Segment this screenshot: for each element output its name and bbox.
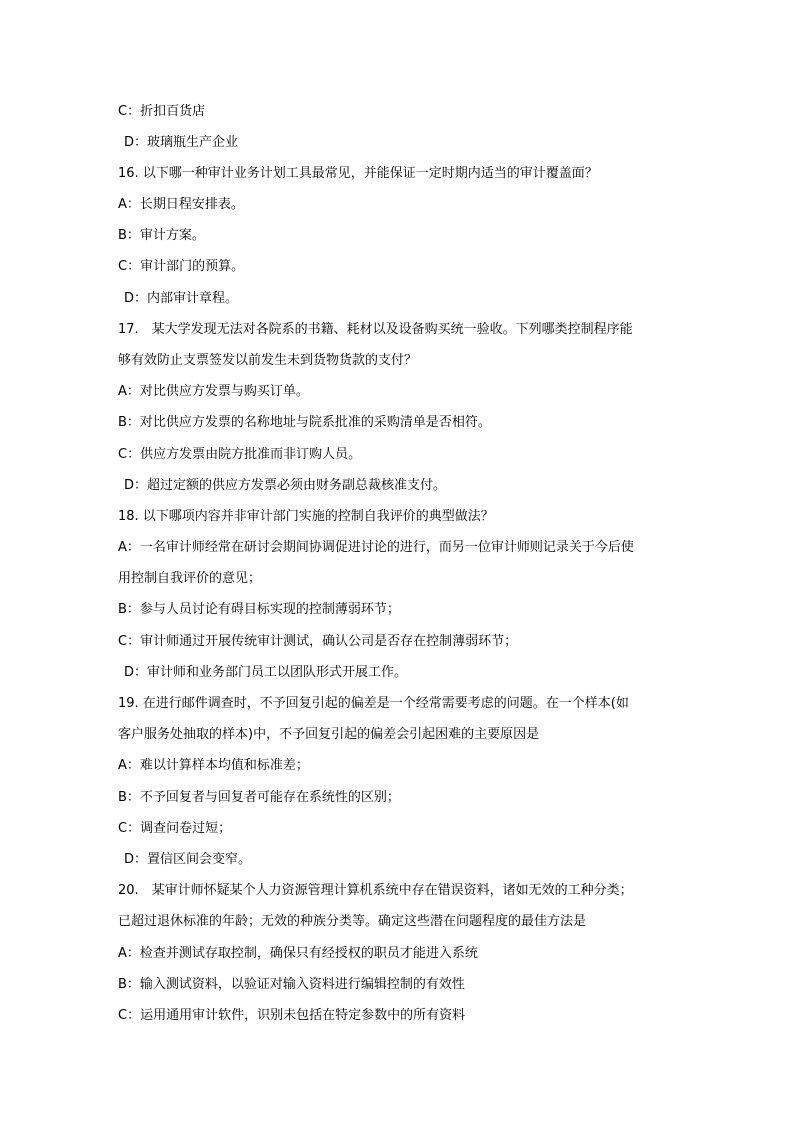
option-a-q18-line-2: 用控制自我评价的意见； bbox=[118, 571, 262, 586]
option-c-q15: C：折扣百货店 bbox=[118, 104, 206, 119]
question-19-line-2: 客户服务处抽取的样本)中，不予回复引起的偏差会引起困难的主要原因是 bbox=[118, 727, 540, 742]
option-a-q17: A：对比供应方发票与购买订单。 bbox=[118, 384, 309, 399]
option-d-q17: D：超过定额的供应方发票必须由财务副总裁核准支付。 bbox=[124, 478, 447, 493]
question-20-line-1: 20. 某审计师怀疑某个人力资源管理计算机系统中存在错误资料，诸如无效的工种分类； bbox=[118, 883, 633, 898]
option-b-q20: B：输入测试资料，以验证对输入资料进行编辑控制的有效性 bbox=[118, 977, 465, 992]
option-c-q18: C：审计师通过开展传统审计测试，确认公司是否存在控制薄弱环节； bbox=[118, 634, 518, 649]
question-17-line-2: 够有效防止支票签发以前发生未到货物货款的支付？ bbox=[118, 353, 418, 368]
option-c-q20: C：运用通用审计软件，识别未包括在特定参数中的所有资料 bbox=[118, 1008, 466, 1023]
option-b-q17: B：对比供应方发票的名称地址与院系批准的采购清单是否相符。 bbox=[118, 415, 491, 430]
option-d-q16: D：内部审计章程。 bbox=[124, 291, 239, 306]
option-c-q17: C：供应方发票由院方批准而非订购人员。 bbox=[118, 447, 362, 462]
option-a-q20: A：检查并测试存取控制，确保只有经授权的职员才能进入系统 bbox=[118, 946, 478, 961]
option-a-q18-line-1: A：一名审计师经常在研讨会期间协调促进讨论的进行，而另一位审计师则记录关于今后使 bbox=[118, 540, 634, 555]
option-b-q19: B：不予回复者与回复者可能存在系统性的区别； bbox=[118, 790, 400, 805]
option-a-q19: A：难以计算样本均值和标准差； bbox=[118, 758, 309, 773]
option-b-q16: B：审计方案。 bbox=[118, 228, 205, 243]
question-17-line-1: 17. 某大学发现无法对各院系的书籍、耗材以及设备购买统一验收。下列哪类控制程序能 bbox=[118, 322, 633, 337]
question-18: 18. 以下哪项内容并非审计部门实施的控制自我评价的典型做法？ bbox=[118, 509, 494, 524]
option-c-q16: C：审计部门的预算。 bbox=[118, 259, 245, 274]
option-d-q18: D：审计师和业务部门员工以团队形式开展工作。 bbox=[124, 665, 408, 680]
option-a-q16: A：长期日程安排表。 bbox=[118, 197, 244, 212]
question-16: 16. 以下哪一种审计业务计划工具最常见，并能保证一定时期内适当的审计覆盖面？ bbox=[118, 166, 598, 181]
question-19-line-1: 19. 在进行邮件调查时，不予回复引起的偏差是一个经常需要考虑的问题。在一个样本(如 bbox=[118, 696, 629, 711]
option-d-q19: D：置信区间会变窄。 bbox=[124, 852, 252, 867]
question-20-line-2: 已超过退休标准的年龄；无效的种族分类等。确定这些潜在问题程度的最佳方法是 bbox=[118, 914, 587, 929]
option-c-q19: C：调查问卷过短； bbox=[118, 821, 232, 836]
option-b-q18: B：参与人员讨论有碍目标实现的控制薄弱环节； bbox=[118, 602, 400, 617]
option-d-q15: D：玻璃瓶生产企业 bbox=[124, 135, 239, 150]
